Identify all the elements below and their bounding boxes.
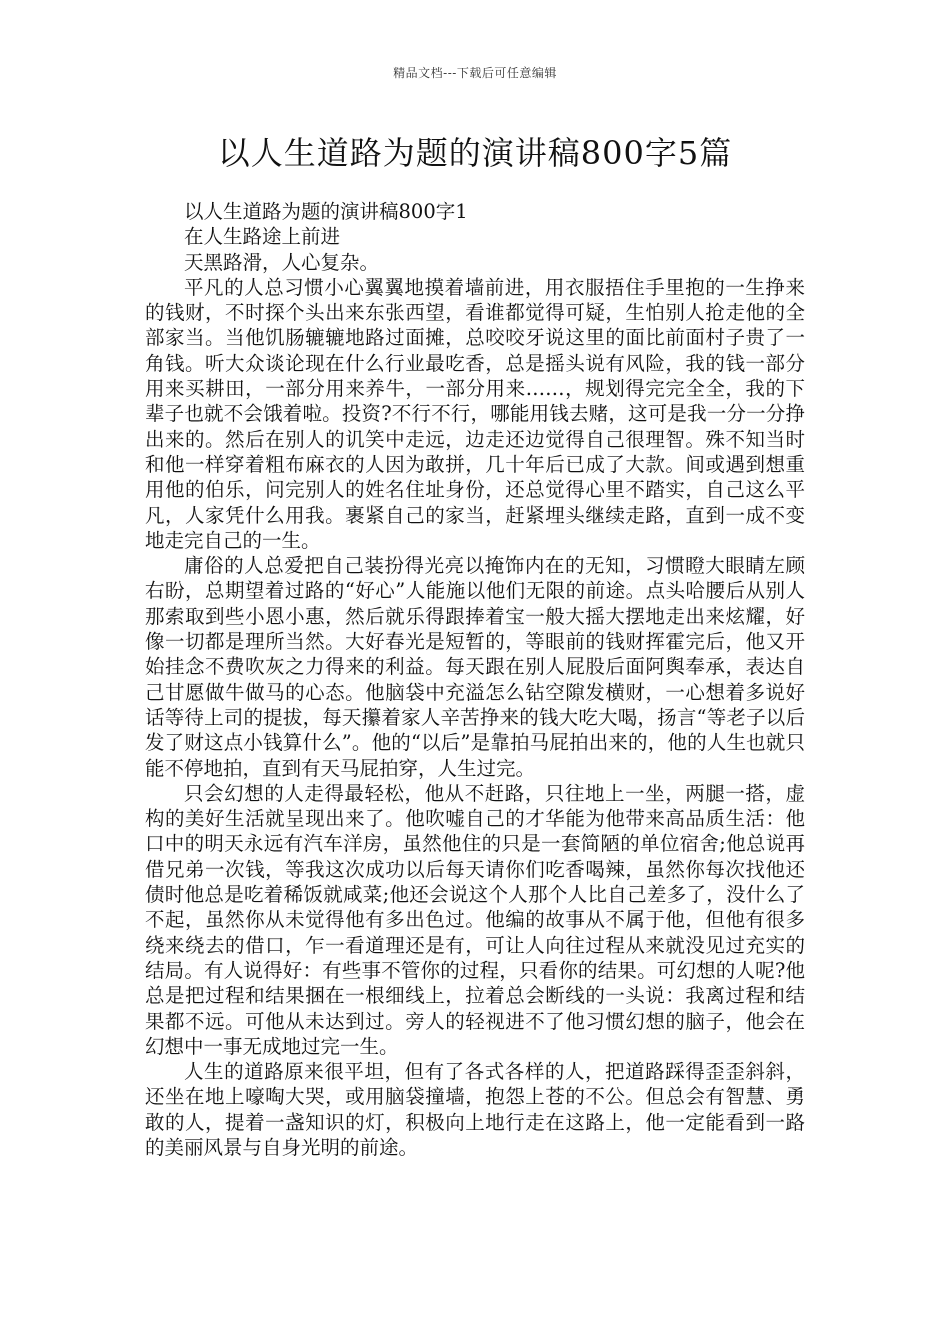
document-body [145, 199, 805, 1160]
body-paragraph: 人生的道路原来很平坦，但有了各式各样的人，把道路踩得歪歪斜斜，还坐在地上嚎啕大哭，或用脑袋撞墙，抱怨上苍的不公。但总会有智慧、勇敢的人，提着一盏知识的灯，积极向上地行走在这路上，他一定能看到一路的美丽风景与自身光明的前途。 [145, 1060, 805, 1159]
body-paragraph: 天黑路滑，人心复杂。 [184, 250, 380, 274]
document-title: 以人生道路为题的演讲稿800字5篇 [217, 134, 733, 172]
subtitle-paragraph: 以人生道路为题的演讲稿800字1 [184, 200, 468, 223]
section-heading: 在人生路途上前进 [184, 225, 341, 249]
body-paragraph: 平凡的人总习惯小心翼翼地摸着墙前进，用衣服捂住手里抱的一生挣来的钱财，不时探个头出来东张西望，看谁都觉得可疑，生怕别人抢走他的全部家当。当他饥肠辘辘地路过面摊，总咬咬牙说这里的面比前面村子贵了一角钱。听大众谈论现在什么行业最吃香，总是摇头说有风险，我的钱一部分用来买耕田，一部分用来养牛，一部分用来……，规划得完完全全，我的下辈子也就不会饿着啦。投资?不行不行，哪能用钱去赌，这可是我一分一分挣出来的。然后在别人的讥笑中走远，边走还边觉得自己很理智。殊不知当时和他一样穿着粗布麻衣的人因为敢拼，几十年后已成了大款。间或遇到想重用他的伯乐，问完别人的姓名住址身份，还总觉得心里不踏实，自己这么平凡，人家凭什么用我。裹紧自己的家当，赶紧埋头继续走路，直到一成不变地走完自己的一生。 [145, 275, 805, 552]
body-paragraph: 庸俗的人总爱把自己装扮得光亮以掩饰内在的无知，习惯瞪大眼睛左顾右盼，总期望着过路的“好心”人能施以他们无限的前途。点头哈腰后从别人那索取到些小恩小惠，然后就乐得跟捧着宝一般大摇大摆地走出来炫耀，好像一切都是理所当然。大好春光是短暂的，等眼前的钱财挥霍完后，他又开始挂念不费吹灰之力得来的利益。每天跟在别人屁股后面阿舆奉承，表达自己甘愿做牛做马的心态。他脑袋中充溢怎么钻空隙发横财，一心想着多说好话等待上司的提拔，每天攥着家人辛苦挣来的钱大吃大喝，扬言“等老子以后发了财这点小钱算什么”。他的“以后”是靠拍马屁拍出来的，他的人生也就只能不停地拍，直到有天马屁拍穿，人生过完。 [145, 554, 805, 780]
page-header: 精品文档---下载后可任意编辑 [393, 66, 557, 80]
body-paragraph: 只会幻想的人走得最轻松，他从不赶路，只往地上一坐，两腿一搭，虚构的美好生活就呈现出来了。他吹嘘自己的才华能为他带来高品质生活：他口中的明天永远有汽车洋房，虽然他住的只是一套简陋的单位宿舍;他总说再借兄弟一次钱，等我这次成功以后每天请你们吃香喝辣，虽然你每次找他还债时他总是吃着稀饭就咸菜;他还会说这个人那个人比自己差多了，没什么了不起，虽然你从未觉得他有多出色过。他编的故事从不属于他，但他有很多绕来绕去的借口，乍一看道理还是有，可让人向往过程从来就没见过充实的结局。有人说得好：有些事不管你的过程，只看你的结果。可幻想的人呢?他总是把过程和结果捆在一根细线上，拉着总会断线的一头说：我离过程和结果都不远。可他从未达到过。旁人的轻视进不了他习惯幻想的脑子，他会在幻想中一事无成地过完一生。 [145, 781, 805, 1058]
